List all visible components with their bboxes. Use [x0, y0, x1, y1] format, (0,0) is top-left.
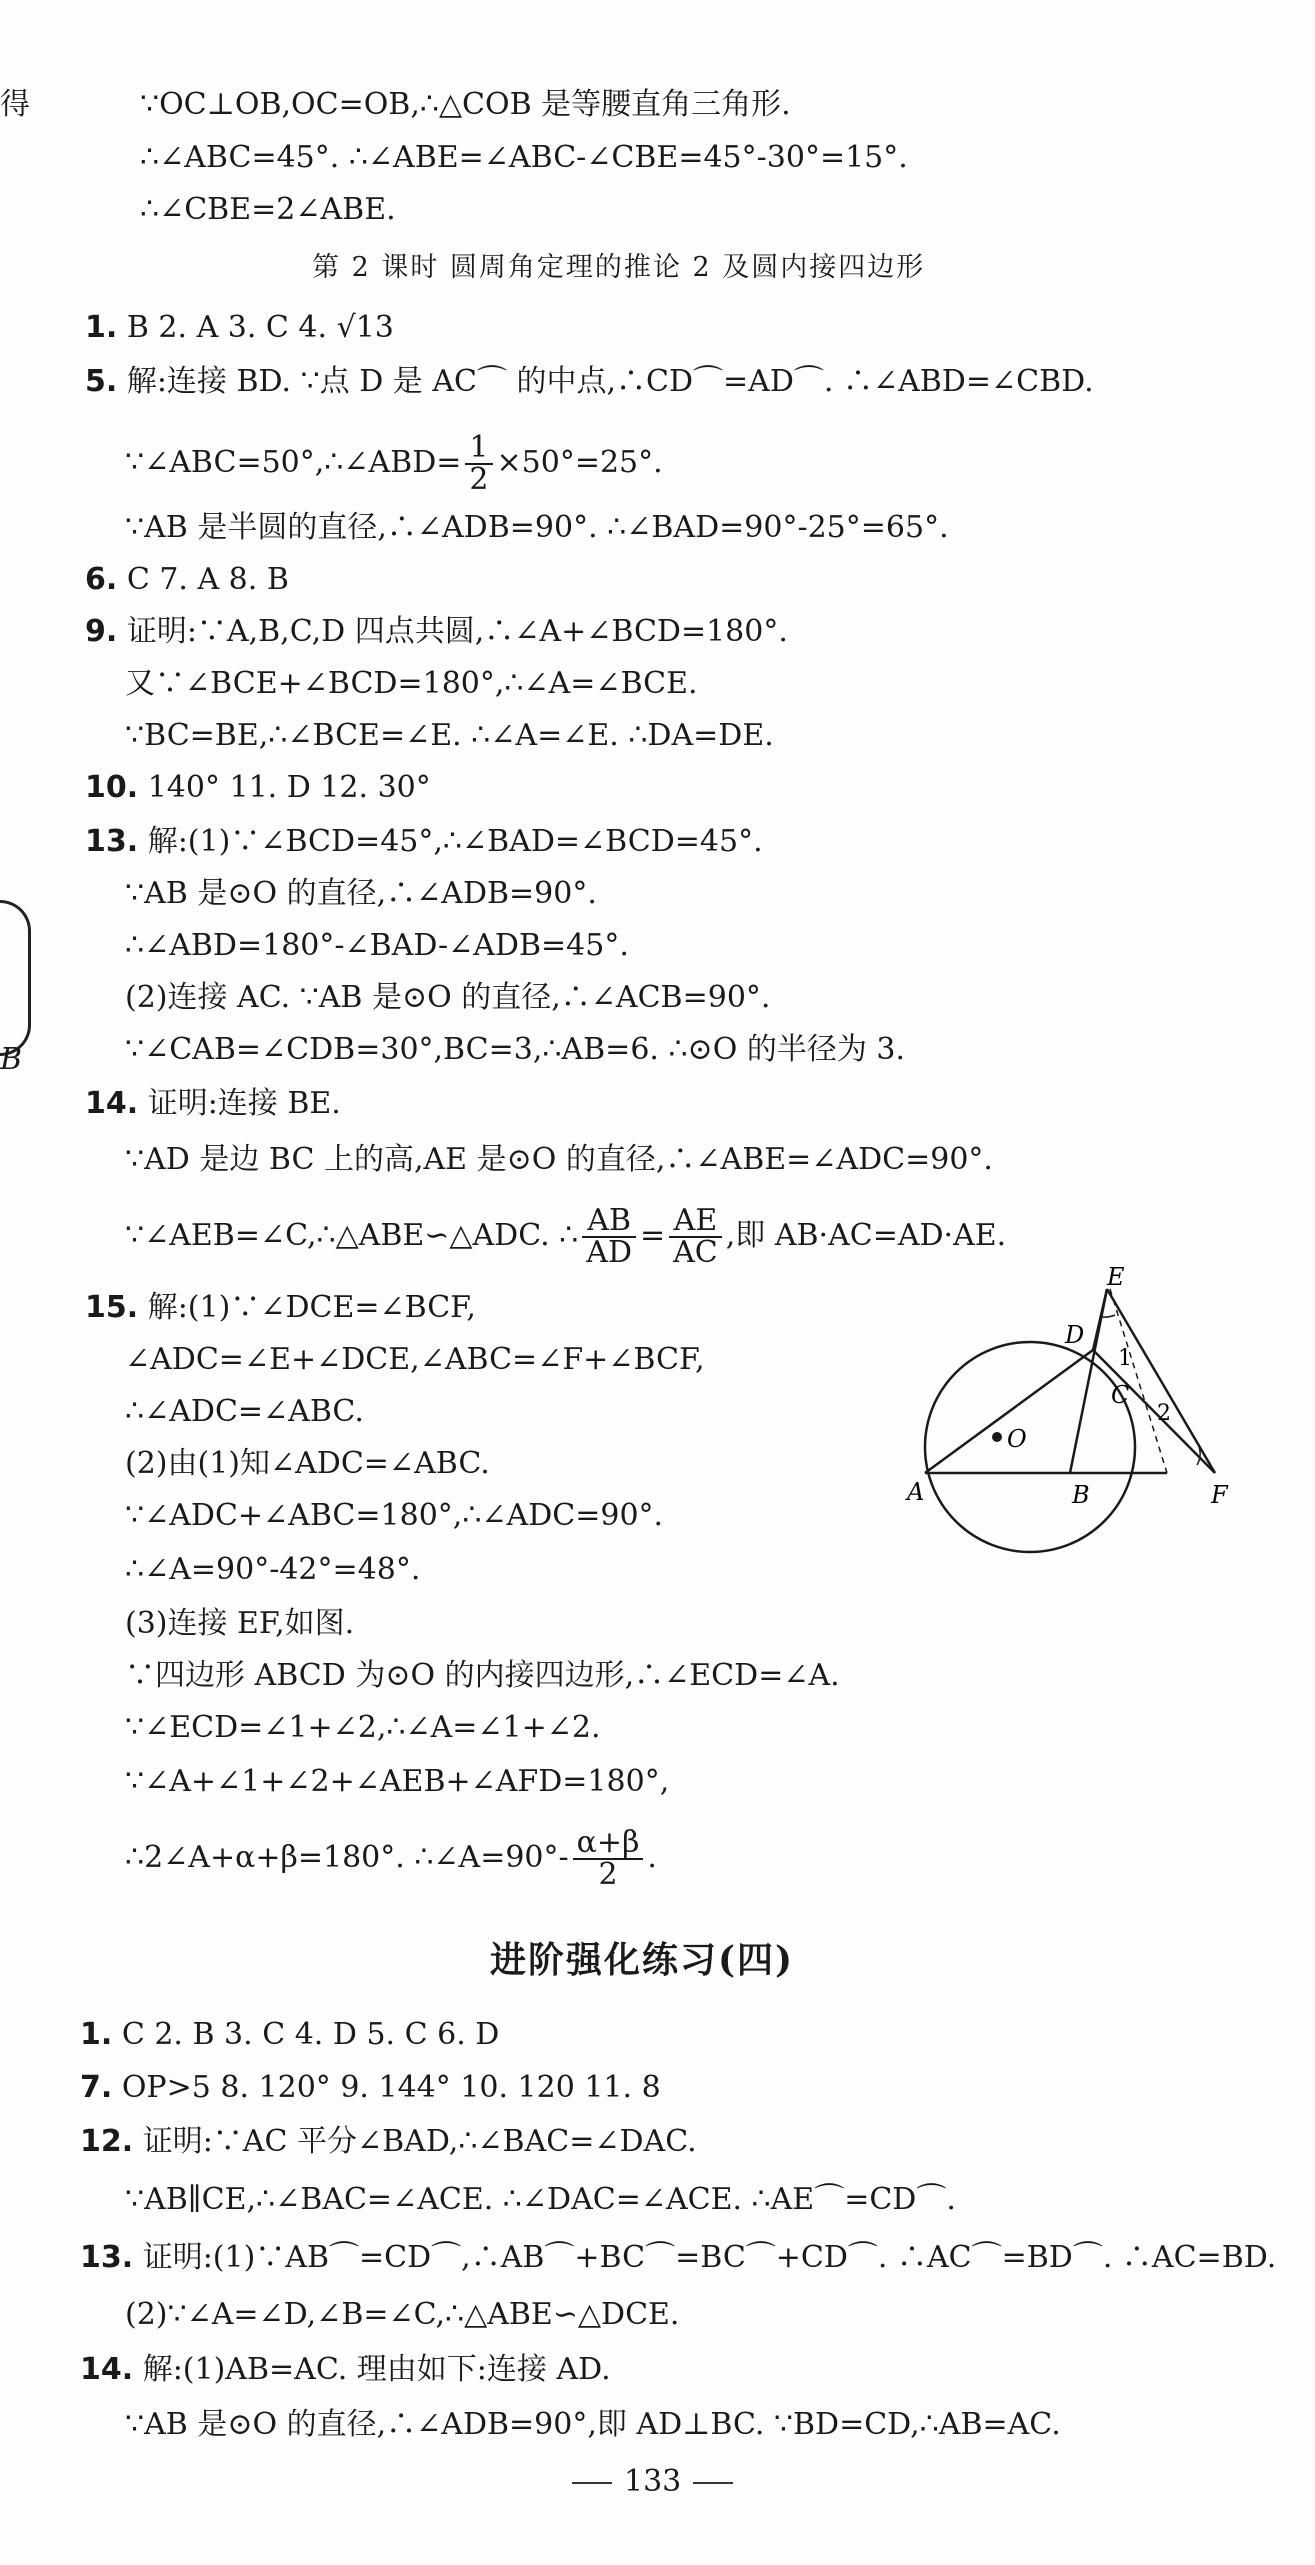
margin-text-top: 得 — [0, 87, 30, 122]
problem-13-line-3: ∴∠ABD=180°-∠BAD-∠ADB=45°. — [125, 928, 629, 963]
line-l03: ∴∠CBE=2∠ABE. — [140, 192, 396, 227]
segment-a-d — [925, 1350, 1093, 1473]
problem-15-line-11 — [125, 1818, 657, 1898]
label-f: F — [1211, 1481, 1228, 1509]
answer-row-7-11 — [80, 2068, 661, 2108]
margin-text-b: B — [0, 1042, 23, 1077]
equals-sign: = — [640, 1218, 666, 1253]
answer-row-6-8 — [85, 560, 289, 600]
problem-15-line-4: (2)由(1)知∠ADC=∠ABC. — [125, 1446, 490, 1481]
section-title: 进阶强化练习(四) — [490, 1939, 795, 1981]
item-number: 6. — [85, 562, 118, 597]
line-l02: ∴∠ABC=45°. ∴∠ABE=∠ABC-∠CBE=45°-30°=15°. — [140, 140, 908, 175]
solution-text: ∵∠ABC=50°,∴∠ABD= — [125, 445, 462, 480]
proof-text: 证明:(1)∵AB⌒=CD⌒,∴AB⌒+BC⌒=BC⌒+CD⌒. ∴AC⌒=BD⌒. ∴AC=BD. — [142, 2240, 1277, 2275]
page-number — [560, 2462, 745, 2502]
solution-text: 解:(1)∵∠BCD=45°,∴∠BAD=∠BCD=45°. — [147, 824, 763, 859]
fraction-denominator: AD — [586, 1235, 632, 1270]
label-a: A — [907, 1478, 925, 1506]
problem-14-line-3 — [125, 1198, 1006, 1274]
item-number: 1. — [85, 310, 118, 345]
problem-15-line-9: ∵∠ECD=∠1+∠2,∴∠A=∠1+∠2. — [125, 1710, 601, 1745]
angle-mark-1 — [1101, 1315, 1115, 1317]
problem-12-line-1 — [80, 2122, 697, 2162]
item-number: 14. — [80, 2352, 134, 2387]
problem-15-line-10: ∵∠A+∠1+∠2+∠AEB+∠AFD=180°, — [125, 1764, 670, 1799]
fraction-ae-ac — [669, 1203, 722, 1270]
fraction-ab-ad — [582, 1203, 636, 1270]
item-number: 1. — [80, 2017, 113, 2052]
proof-text: ∵∠AEB=∠C,∴△ABE∽△ADC. ∴ — [125, 1218, 579, 1253]
problem-13b-line-1 — [80, 2238, 1276, 2278]
problem-5-line-2 — [125, 428, 663, 498]
dash-right — [693, 2482, 733, 2484]
problem-14b-line-1 — [80, 2350, 611, 2390]
item-number: 5. — [85, 364, 118, 399]
proof-text: 证明:∵AC 平分∠BAD,∴∠BAC=∠DAC. — [142, 2124, 697, 2159]
item-number: 12. — [80, 2124, 134, 2159]
solution-text: 解:(1)∵∠DCE=∠BCF, — [147, 1290, 476, 1325]
problem-13-line-4: (2)连接 AC. ∵AB 是⊙O 的直径,∴∠ACB=90°. — [125, 980, 771, 1015]
item-number: 15. — [85, 1290, 139, 1325]
problem-15-line-3: ∴∠ADC=∠ABC. — [125, 1394, 364, 1429]
proof-text: 证明:∵A,B,C,D 四点共圆,∴∠A+∠BCD=180°. — [126, 614, 788, 649]
problem-13-line-5: ∵∠CAB=∠CDB=30°,BC=3,∴AB=6. ∴⊙O 的半径为 3. — [125, 1032, 905, 1067]
problem-9-line-2: 又∵∠BCE+∠BCD=180°,∴∠A=∠BCE. — [125, 666, 698, 701]
margin-arc-fragment — [0, 900, 31, 1056]
answer-text: 140° 11. D 12. 30° — [147, 770, 431, 805]
solution-text: ×50°=25°. — [496, 445, 663, 480]
solution-text: 解:(1)AB=AC. 理由如下:连接 AD. — [142, 2352, 611, 2387]
dash-left — [572, 2482, 612, 2484]
answer-text: C 7. A 8. B — [126, 562, 289, 597]
item-number: 7. — [80, 2070, 113, 2105]
answer-text: B 2. A 3. C 4. √13 — [126, 310, 394, 345]
label-c: C — [1111, 1381, 1130, 1409]
proof-text: ,即 AB·AC=AD·AE. — [725, 1218, 1007, 1253]
center-point — [992, 1432, 1002, 1442]
answer-row-10-12 — [85, 768, 431, 808]
circle-o — [925, 1342, 1135, 1552]
fraction-denominator: 2 — [469, 462, 489, 497]
problem-13-line-1 — [85, 822, 763, 862]
answer-row-1-6 — [80, 2015, 499, 2055]
fraction-alpha-beta — [573, 1825, 644, 1892]
problem-15-line-1 — [85, 1288, 476, 1328]
answer-text: OP>5 8. 120° 9. 144° 10. 120 11. 8 — [121, 2070, 661, 2105]
problem-15-line-6: ∴∠A=90°-42°=48°. — [125, 1552, 421, 1587]
fraction-half — [465, 430, 492, 497]
fraction-numerator: 1 — [465, 433, 492, 465]
problem-5-line-3: ∵AB 是半圆的直径,∴∠ADB=90°. ∴∠BAD=90°-25°=65°. — [125, 510, 949, 545]
answer-text: C 2. B 3. C 4. D 5. C 6. D — [121, 2017, 500, 2052]
lesson-title: 第 2 课时 圆周角定理的推论 2 及圆内接四边形 — [312, 252, 926, 283]
problem-5-line-1 — [85, 362, 1094, 402]
item-number: 10. — [85, 770, 139, 805]
answer-row-1-4 — [85, 308, 394, 348]
geometry-figure — [907, 1263, 1235, 1565]
label-d: D — [1065, 1321, 1085, 1349]
solution-text: . — [647, 1840, 657, 1875]
item-number: 13. — [85, 824, 139, 859]
problem-13-line-2: ∵AB 是⊙O 的直径,∴∠ADB=90°. — [125, 876, 597, 911]
item-number: 13. — [80, 2240, 134, 2275]
problem-13b-line-2: (2)∵∠A=∠D,∠B=∠C,∴△ABE∽△DCE. — [125, 2297, 680, 2332]
label-e: E — [1107, 1263, 1125, 1291]
problem-15-line-7: (3)连接 EF,如图. — [125, 1606, 355, 1641]
fraction-numerator: AE — [669, 1206, 722, 1238]
proof-text: 证明:连接 BE. — [147, 1086, 341, 1121]
fraction-denominator: 2 — [598, 1857, 618, 1892]
label-angle-2: 2 — [1157, 1401, 1171, 1426]
line-l01: ∵OC⊥OB,OC=OB,∴△COB 是等腰直角三角形. — [140, 87, 791, 122]
item-number: 9. — [85, 614, 118, 649]
problem-14-line-2: ∵AD 是边 BC 上的高,AE 是⊙O 的直径,∴∠ABE=∠ADC=90°. — [125, 1142, 993, 1177]
item-number: 14. — [85, 1086, 139, 1121]
problem-14b-line-2: ∵AB 是⊙O 的直径,∴∠ADB=90°,即 AD⊥BC. ∵BD=CD,∴AB=AC. — [125, 2407, 1061, 2442]
problem-12-line-2: ∵AB∥CE,∴∠BAC=∠ACE. ∴∠DAC=∠ACE. ∴AE⌒=CD⌒. — [125, 2182, 956, 2217]
solution-text: ∴2∠A+α+β=180°. ∴∠A=90°- — [125, 1840, 569, 1875]
problem-9-line-3: ∵BC=BE,∴∠BCE=∠E. ∴∠A=∠E. ∴DA=DE. — [125, 718, 774, 753]
problem-15-line-2: ∠ADC=∠E+∠DCE,∠ABC=∠F+∠BCF, — [125, 1342, 705, 1377]
label-angle-1: 1 — [1118, 1346, 1132, 1371]
fraction-numerator: AB — [582, 1206, 636, 1238]
label-b: B — [1072, 1481, 1090, 1509]
solution-text: 解:连接 BD. ∵点 D 是 AC⌒ 的中点,∴CD⌒=AD⌒. ∴∠ABD=∠CBD. — [126, 364, 1094, 399]
fraction-denominator: AC — [673, 1235, 718, 1270]
problem-14-line-1 — [85, 1084, 341, 1124]
problem-15-line-8: ∵四边形 ABCD 为⊙O 的内接四边形,∴∠ECD=∠A. — [125, 1658, 840, 1693]
page-number-text: 133 — [624, 2464, 682, 2499]
label-o: O — [1007, 1425, 1027, 1453]
problem-15-line-5: ∵∠ADC+∠ABC=180°,∴∠ADC=90°. — [125, 1498, 664, 1533]
fraction-numerator: α+β — [573, 1828, 644, 1860]
problem-9-line-1 — [85, 612, 788, 652]
